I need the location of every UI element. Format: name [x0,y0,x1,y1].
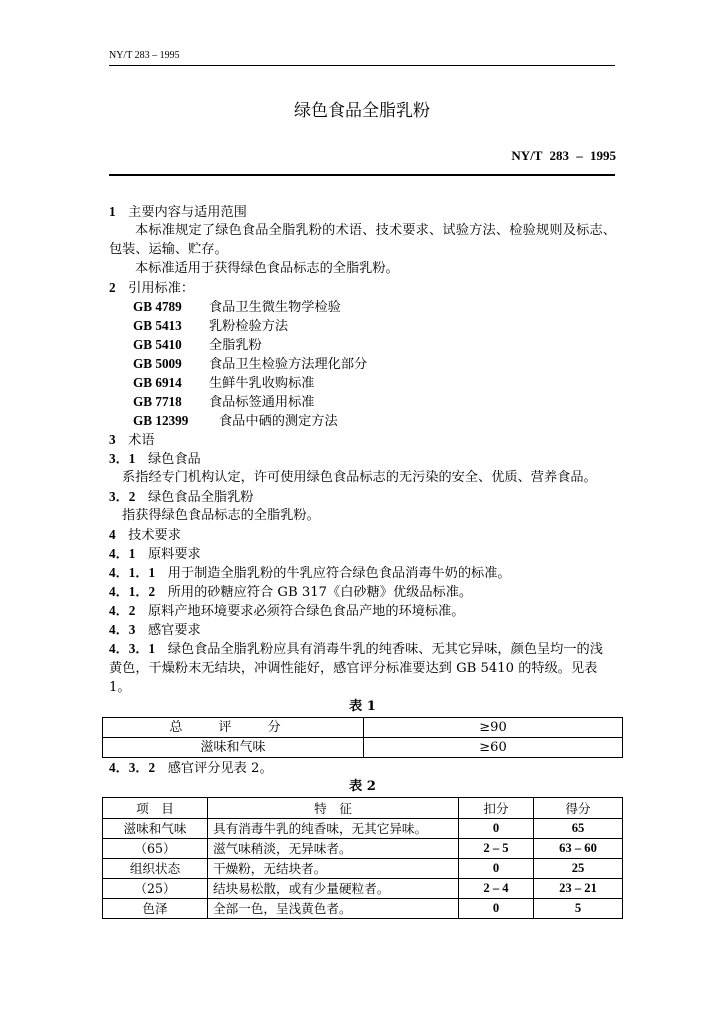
column-header: 扣分 [459,798,534,819]
item-cell: 滋味和气味 [103,819,208,839]
reference-item: GB 6914 生鲜牛乳收购标准 [133,375,315,391]
clause: 4．1．2 所用的砂糖应符合 GB 317《白砂糖》优级品标准。 [109,584,473,600]
document-body [109,202,616,919]
score-cell: 63 – 60 [534,839,623,859]
table-cell-value: ≥60 [364,738,623,758]
item-cell: 组织状态 [103,859,208,879]
section-heading: 4 技术要求 [109,527,181,543]
table-caption: 表 2 [349,779,376,794]
deduct-cell: 0 [459,899,534,919]
clause: 4．3．2 感官评分见表 2。 [109,760,273,776]
feature-cell: 具有消毒牛乳的纯香味，无其它异味。 [208,819,459,839]
section-heading: 2 引用标准： [109,280,195,296]
reference-item: GB 5413 乳粉检验方法 [133,318,289,334]
column-header: 得分 [534,798,623,819]
subsection-heading: 4．1 原料要求 [109,546,201,562]
section-heading: 3 术语 [109,432,155,448]
score-cell: 65 [534,819,623,839]
column-header: 特 征 [208,798,459,819]
document-title: 绿色食品全脂乳粉 [294,101,430,121]
clause: 4．2 原料产地环境要求必须符合绿色食品产地的环境标准。 [109,603,465,619]
table-1 [102,717,623,758]
section-heading: 1 主要内容与适用范围 [109,204,247,220]
table-2 [102,797,623,919]
subsection-heading: 4．3 感官要求 [109,622,201,638]
subsection-heading: 3．2 绿色食品全脂乳粉 [109,489,254,505]
table-row [103,718,623,738]
paragraph: 系指经专门机构认定，许可使用绿色食品标志的无污染的安全、优质、营养食品。 [122,470,597,485]
deduct-cell: 0 [459,859,534,879]
feature-cell: 结块易松散，或有少量硬粒者。 [208,879,459,899]
reference-item: GB 4789 食品卫生微生物学检验 [133,299,341,315]
table-row [103,839,623,859]
paragraph: 本标准规定了绿色食品全脂乳粉的术语、技术要求、试验方法、检验规则及标志、包装、运输、贮存。 [109,223,616,257]
table-cell-value: ≥90 [364,718,623,738]
header-rule [109,65,615,66]
table-header-row [103,798,623,819]
feature-cell: 干燥粉，无结块者。 [208,859,459,879]
table-row [103,879,623,899]
paragraph: 指获得绿色食品标志的全脂乳粉。 [122,508,320,523]
reference-item: GB 5410 全脂乳粉 [133,337,262,353]
document-number: NY/T 283 – 1995 [511,148,616,163]
reference-item: GB 12399 食品中硒的测定方法 [133,413,338,429]
reference-item: GB 7718 食品标签通用标准 [133,394,315,410]
deduct-cell: 2 – 4 [459,879,534,899]
table-cell-label: 总 评 分 [103,718,364,738]
table-row [103,819,623,839]
running-head: NY/T 283 – 1995 [109,50,180,61]
deduct-cell: 0 [459,819,534,839]
title-rule [109,174,615,176]
feature-cell: 全部一色，呈浅黄色者。 [208,899,459,919]
clause: 4．3．1 绿色食品全脂乳粉应具有消毒牛乳的纯香味、无其它异味，颜色呈均一的浅黄色，干燥粉末无结块，冲调性能好，感官评分标准要达到 GB 5410 的特级。见表 1。 [109,641,603,695]
table-cell-label: 滋味和气味 [103,738,364,758]
feature-cell: 滋气味稍淡，无异味者。 [208,839,459,859]
item-total-cell: （25） [103,879,208,899]
score-cell: 5 [534,899,623,919]
reference-item: GB 5009 食品卫生检验方法理化部分 [133,356,368,372]
subsection-heading: 3．1 绿色食品 [109,451,201,467]
table-row [103,899,623,919]
clause: 4．1．1 用于制造全脂乳粉的牛乳应符合绿色食品消毒牛奶的标准。 [109,565,511,581]
table-row [103,738,623,758]
deduct-cell: 2 – 5 [459,839,534,859]
table-caption: 表 1 [349,699,376,714]
item-total-cell: （65） [103,839,208,859]
item-cell: 色泽 [103,899,208,919]
table-row [103,859,623,879]
score-cell: 25 [534,859,623,879]
score-cell: 23 – 21 [534,879,623,899]
column-header: 项 目 [103,798,208,819]
paragraph: 本标准适用于获得绿色食品标志的全脂乳粉。 [135,261,399,276]
